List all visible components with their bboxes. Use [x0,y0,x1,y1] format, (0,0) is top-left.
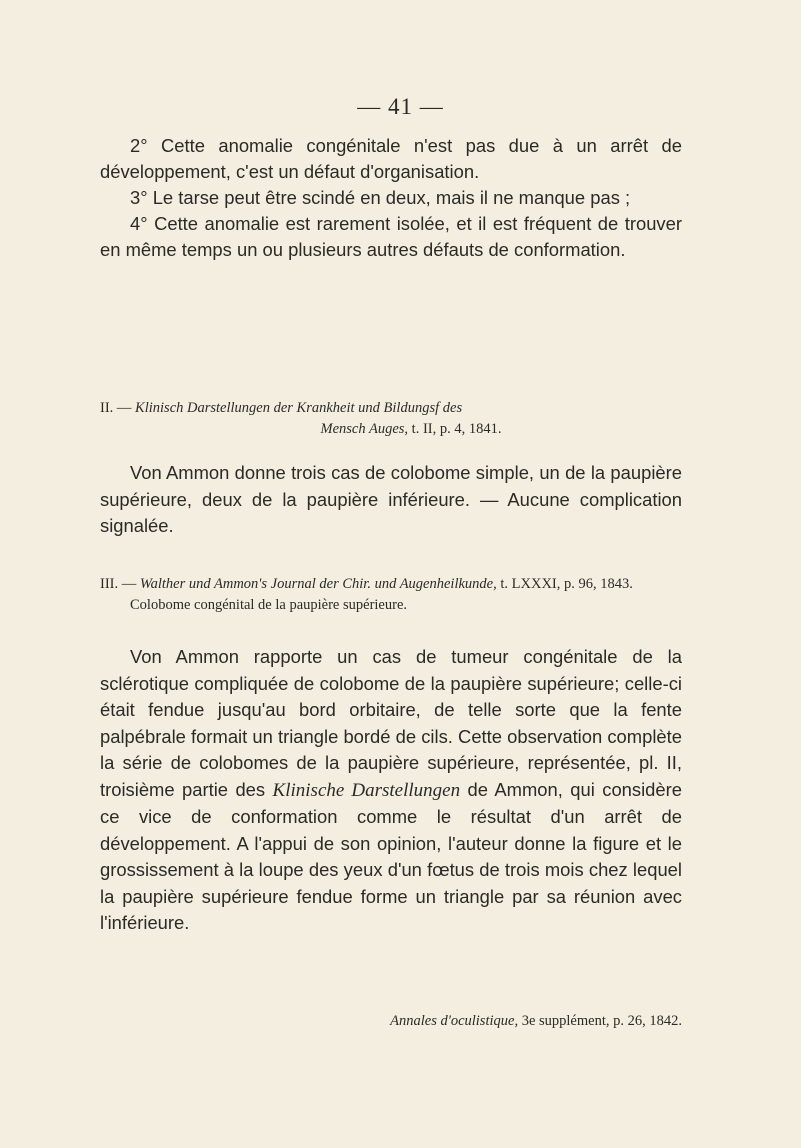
reference-3 [100,574,682,616]
list-item: 2° Cette anomalie congénitale n'est pas due à un arrêt de développement, c'est un défaut d'organisation. [100,135,682,182]
paragraph-text-part: de Ammon, qui considère ce vice de conformation comme le résultat d'un arrêt de développement. A l'appui de son opinion, l'auteur donne la figure et le grossissement à la loupe des yeux d'un fœtus de trois mois chez lequel la paupière supérieure fendue forme un triangle par sa réunion avec l'inférieure. [100,778,682,933]
source-journal: Annales d'oculistique, [390,1013,519,1029]
reference-title: Walther und Ammon's Journal der Chir. und Augenheilkunde, [139,576,497,592]
list-item: 4° Cette anomalie est rarement isolée, et il est fréquent de trouver en même temps un ou plusieurs autres défauts de conformation. [100,213,682,260]
reference-details: t. LXXXI, p. 96, 1843. Colobome congénital de la paupière supérieure. [130,576,633,613]
reference-label: II. — [100,400,132,416]
reference-details: t. II, p. 4, 1841. [411,421,502,437]
source-citation [100,1011,682,1031]
paragraph-3 [100,644,682,937]
reference-title-cont: Mensch Auges, [320,421,409,437]
reference-title: Klinisch Darstellungen der Krankheit und Bildungsf des [135,400,463,416]
reference-2 [100,398,682,440]
paragraph-2 [100,460,682,540]
intro-list [100,133,682,263]
list-item: 3° Le tarse peut être scindé en deux, mais il ne manque pas ; [130,187,631,208]
paragraph-text: Von Ammon donne trois cas de colobome simple, un de la paupière supérieure, deux de la paupière inférieure. — Aucune complication signalée. [100,462,682,536]
paragraph-text [100,644,682,937]
reference-label: III. — [100,576,137,592]
reference-3-text [100,574,682,616]
source-details: 3e supplément, p. 26, 1842. [521,1013,682,1029]
reference-2-line1 [100,398,682,419]
paragraph-italic-title: Klinische Darstellungen [272,779,461,801]
page-number: — 41 — [357,94,444,119]
paragraph-text-part: Von Ammon rapporte un cas de tumeur congénitale de la sclérotique compliquée de colobome de la paupière supérieure; celle-ci était fendue jusqu'au bord orbitaire, de telle sorte que la fente palpébrale formait un triangle bordé de cils. Cette observation complète la série de colobomes de la paupière supérieure, représentée, pl. II, troisième partie des [100,646,682,800]
reference-2-line2 [100,419,682,440]
